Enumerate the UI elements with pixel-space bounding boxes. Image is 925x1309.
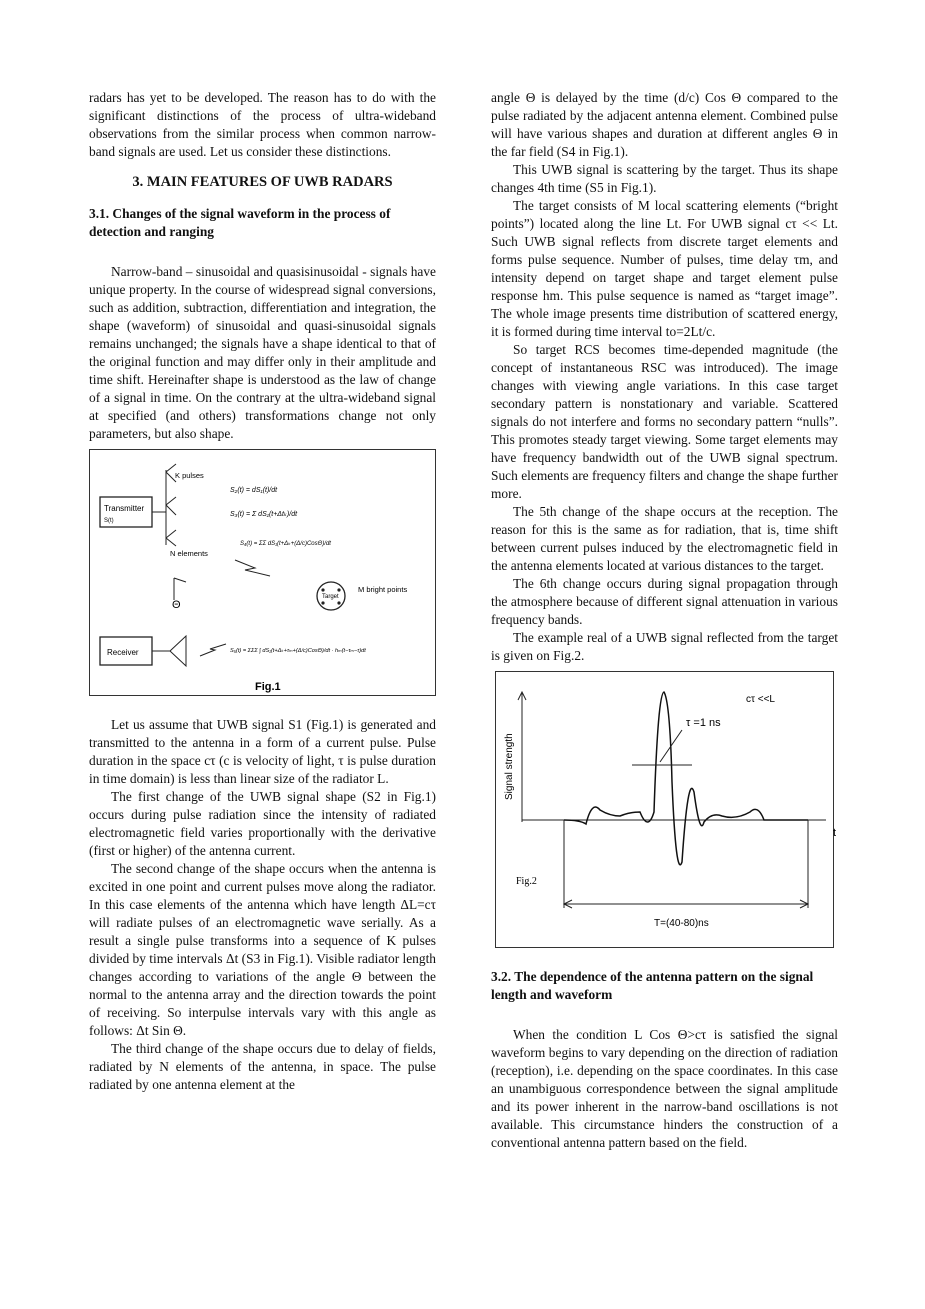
y-axis-label: Signal strength [504,733,515,800]
left-column [89,89,436,1094]
formula-s4: S₄(t) = ΣΣ dS₁(t+Δₖ+(Δ/c)CosΘ)/dt [240,541,331,547]
target-label: Target [322,594,339,600]
paragraph-narrowband: Narrow-band – sinusoidal and quasisinusoidal - signals have unique property. In the course of widespread signal conversions, such as addition, subtraction, differentiation and integration, the shape (waveform) of sinusoidal and quasi-sinusoidal signals remains unchanged; the signals have a shape identical to that of the original function and may differ only in their amplitude and time shift. Hereinafter shape is understood as the law of change of a signal in time. On the contrary at the ultra-wideband signal at specified (and others) transformations change not only parameters, but also shape. [89,264,436,441]
paragraph-angle: angle Θ is delayed by the time (d/c) Cos Θ compared to the pulse radiated by the adjacent antenna element. Combined pulse will have various shapes and duration at different angles Θ in the far field (S4 in Fig.1). [491,90,838,159]
section-heading: 3. MAIN FEATURES OF UWB RADARS [132,174,393,190]
theta-angle-icon [174,578,186,600]
figure-1-caption: Fig.1 [255,681,281,693]
figure-2 [495,671,834,948]
k-pulses-label: K pulses [175,471,204,480]
paragraph-fifth-change: The 5th change of the shape occurs at the reception. The reason for this is the same as for radiation, that is, time shift between current pulses induced by the electromagnetic field in the antenna elements located at various distances to the target. [491,504,838,573]
paragraph-assume: Let us assume that UWB signal S1 (Fig.1) is generated and transmitted to the antenna in a form of a current pulse. Pulse duration in the space cτ (c is velocity of light, τ is pulse duration in time domain) is less than linear size of the radiator L. [89,717,436,786]
x-axis-label: t [832,827,836,839]
subsection-heading-2: 3.2. The dependence of the antenna pattern on the signal length and waveform [491,969,814,1002]
receiver-antenna-icon [170,636,186,666]
formula-s2: S₂(t) = dS₁(t)/dt [230,487,278,494]
reception-zigzag-icon [200,644,226,656]
paragraph-condition: When the condition L Cos Θ>cτ is satisfied the signal waveform begins to vary depending on the direction of radiation (reception), i.e. depending on the space coordinates. In this case an unambiguous correspondence between the signal amplitude and its power inherent in the narrow-band oscillations is not available. This circumstance hinders the construction of a conventional antenna pattern based on the field. [491,1027,838,1150]
receiver-label: Receiver [107,648,139,657]
paragraph-target: The target consists of M local scattering elements (“bright points”) located along the line Lt. For UWB signal cτ << Lt. Such UWB signal reflects from discrete target elements and forms pulse sequence. Number of pulses, time delay τm, and intensity depend on target shape and target element pulse response hm. This pulse sequence is named as “target image”. The whole image presents time distribution of scattered energy, it is formed during time interval to=2Lt/c. [491,198,838,339]
paragraph-third-change: The third change of the shape occurs due to delay of fields, radiated by N elements of the antenna, in space. The pulse radiated by one antenna element at the [89,1041,436,1092]
theta-label: Θ [172,599,181,611]
paragraph-intro: radars has yet to be developed. The reason has to do with the significant distinctions of the process of ultra-wideband observations from the similar process when common narrow-band signals are used. Let us consider these distinctions. [89,90,436,159]
propagation-zigzag-icon [235,560,270,576]
duration-note: T=(40-80)ns [654,918,709,929]
transmitter-sub-label: S(t) [104,518,114,524]
formula-s3: S₃(t) = Σ dS₁(t+Δtₖ)/dt [230,511,298,518]
paragraph-scatter: This UWB signal is scattering by the target. Thus its shape changes 4th time (S5 in Fig.1). [491,162,838,195]
figure-2-caption: Fig.2 [516,876,537,887]
tau-note: τ =1 ns [686,717,721,729]
paragraph-first-change: The first change of the UWB signal shape (S2 in Fig.1) occurs during pulse radiation since the intensity of radiated electromagnetic field varies proportionally with the derivative (first or higher) of the antenna current. [89,789,436,858]
subsection-heading: 3.1. Changes of the signal waveform in the process of detection and ranging [89,206,391,239]
formula-s5: S₅(t) = ΣΣΣ ∫ dS₁(t+Δₖ+τₘ+(Δ/c)CosΘ)/dt · hₘ(t−τₘ−τ)dt [230,648,366,654]
transmitter-label: Transmitter [104,504,145,513]
paragraph-sixth-change: The 6th change occurs during signal propagation through the atmosphere because of different signal attenuation in various frequency bands. [491,576,838,627]
right-column [491,89,838,1152]
paragraph-example: The example real of a UWB signal reflected from the target is given on Fig.2. [491,630,838,663]
m-bright-points-label: M bright points [358,585,408,594]
n-elements-label: N elements [170,549,208,558]
paragraph-rcs: So target RCS becomes time-depended magnitude (the concept of instantaneous RSC was introduced). The image changes with viewing angle variations. In this case target secondary pattern is nonstationary and variable. Scattered signals do not interfere and forms no secondary pattern “nulls”. This promotes steady target viewing. Some target elements may have frequency bandwidth out of the UWB signal spectrum. Such elements are frequency filters and change the shape further more. [491,342,838,501]
figure-1 [89,449,436,696]
paragraph-second-change: The second change of the shape occurs when the antenna is excited in one point and current pulses move along the radiator. In this case elements of the antenna which have length ΔL=cτ will radiate pulses of an electromagnetic wave serially. As a result a single pulse transforms into a sequence of K pulses divided by time intervals Δt (S3 in Fig.1). Visible radiator length changes according to variations of the angle Θ between the normal to the antenna array and the direction towards the point of receiving. So interpulse intervals vary with this angle as follows: Δt Sin Θ. [89,861,436,1038]
ctau-note: cτ <<L [746,694,775,705]
